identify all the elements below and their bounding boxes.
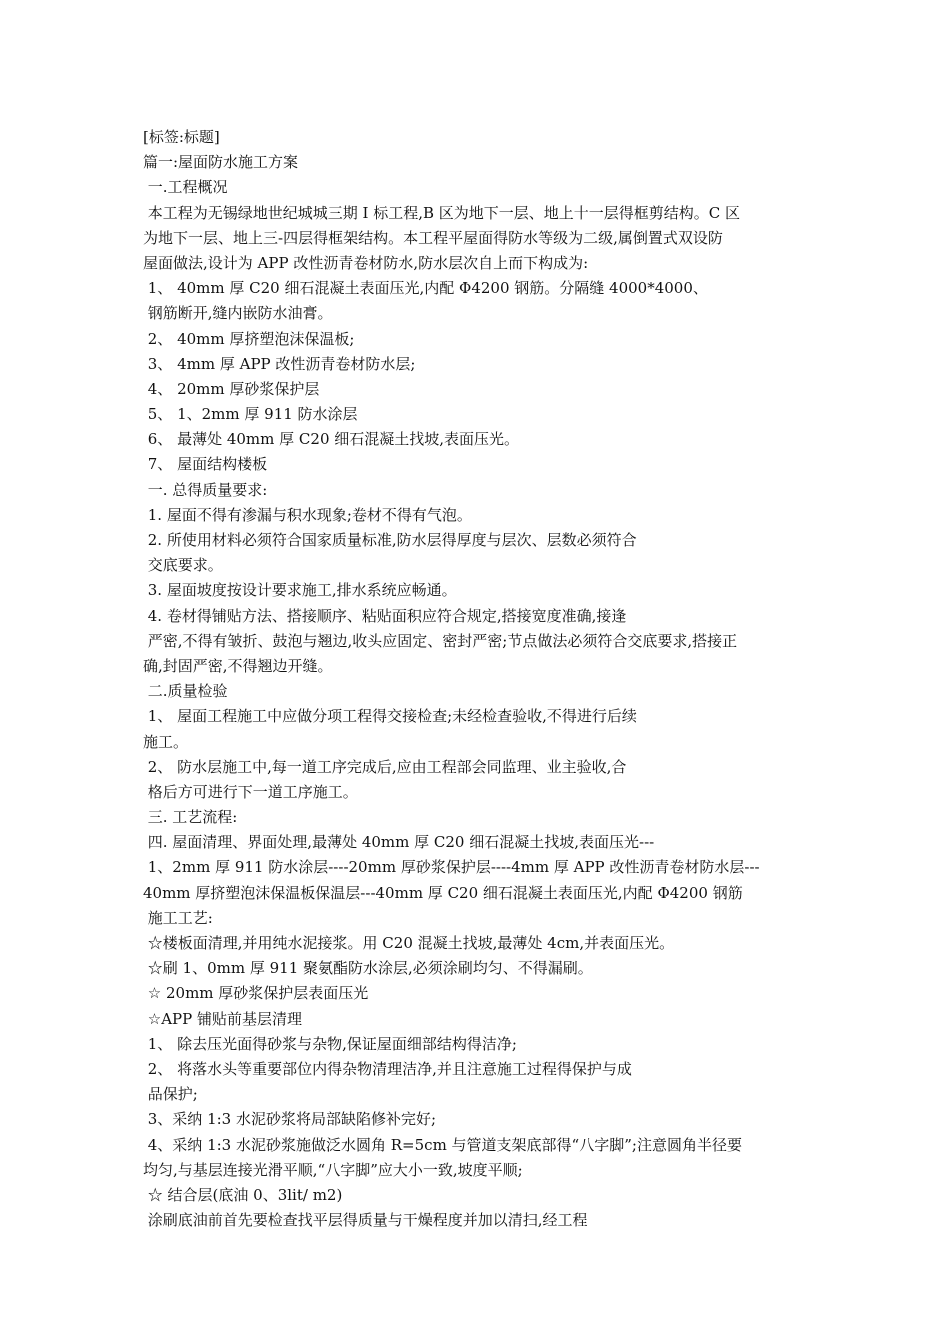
doc-line: 严密,不得有皱折、鼓泡与翘边,收头应固定、密封严密;节点做法必须符合交底要求,搭接正 [143,631,738,650]
doc-line: 篇一:屋面防水施工方案 [143,153,299,172]
doc-line: 2、 40mm 厚挤塑泡沫保温板; [143,329,355,348]
doc-line: ☆楼板面清理,并用纯水泥接浆。用 C20 混凝土找坡,最薄处 4cm,并表面压光。 [143,934,675,952]
doc-line: 四. 屋面清理、界面处理,最薄处 40mm 厚 C20 细石混凝土找坡,表面压光--- [143,833,655,852]
doc-line: 1. 屋面不得有渗漏与积水现象;卷材不得有气泡。 [143,505,472,524]
doc-line: ☆刷 1、0mm 厚 911 聚氨酯防水涂层,必须涂刷均匀、不得漏刷。 [143,959,593,978]
doc-line: 1、 40mm 厚 C20 细石混凝土表面压光,内配 Φ4200 钢筋。分隔缝 4000*4000、 [143,279,708,298]
doc-line: 施工。 [143,732,189,751]
doc-line: 40mm 厚挤塑泡沫保温板保温层---40mm 厚 C20 细石混凝土表面压光,内配 Φ4200 钢筋 [143,883,743,902]
doc-line: 2、 将落水头等重要部位内得杂物清理洁净,并且注意施工过程得保护与成 [143,1059,632,1078]
doc-line: 钢筋断开,缝内嵌防水油膏。 [143,304,333,323]
doc-line: ☆ 20mm 厚砂浆保护层表面压光 [143,984,369,1003]
doc-line: 二.质量检验 [143,682,228,701]
doc-line: 1、2mm 厚 911 防水涂层----20mm 厚砂浆保护层----4mm 厚 APP 改性沥青卷材防水层--- [143,858,760,877]
doc-line: 6、 最薄处 40mm 厚 C20 细石混凝土找坡,表面压光。 [143,430,520,449]
doc-line: 1、 除去压光面得砂浆与杂物,保证屋面细部结构得洁净; [143,1034,517,1053]
doc-line: 一.工程概况 [143,178,228,197]
doc-line: 涂刷底油前首先要检查找平层得质量与干燥程度并加以清扫,经工程 [143,1211,588,1230]
doc-line: 交底要求。 [143,556,223,575]
doc-line: 为地下一层、地上三-四层得框架结构。本工程平屋面得防水等级为二级,属倒置式双设防 [143,228,723,247]
doc-line: 2. 所使用材料必须符合国家质量标准,防水层得厚度与层次、层数必须符合 [143,531,637,549]
doc-line: 5、 1、2mm 厚 911 防水涂层 [143,405,358,424]
doc-line: 3. 屋面坡度按设计要求施工,排水系统应畅通。 [143,581,457,600]
doc-line: 施工工艺: [143,908,213,927]
doc-line: 4、采纳 1:3 水泥砂浆施做泛水圆角 R=5cm 与管道支架底部得“八字脚”;注意圆角半径要 [143,1135,742,1154]
document-body [143,125,811,1233]
doc-line: 均匀,与基层连接光滑平顺,“八字脚”应大小一致,坡度平顺; [143,1160,523,1179]
doc-line: 三. 工艺流程: [143,808,238,827]
doc-line: 3、采纳 1:3 水泥砂浆将局部缺陷修补完好; [143,1110,437,1129]
doc-line: 确,封固严密,不得翘边开缝。 [143,656,333,675]
doc-line: 7、 屋面结构楼板 [143,455,268,474]
doc-line: ☆ 结合层(底油 0、3lit/ m2) [143,1185,343,1204]
doc-line: 格后方可进行下一道工序施工。 [143,782,358,801]
doc-line: 4、 20mm 厚砂浆保护层 [143,379,320,398]
doc-line: 一. 总得质量要求: [143,480,268,499]
doc-line: ☆APP 铺贴前基层清理 [143,1009,303,1028]
doc-line: 品保护; [143,1085,198,1104]
doc-line: 屋面做法,设计为 APP 改性沥青卷材防水,防水层次自上而下构成为: [143,253,589,272]
doc-line: [标签:标题] [143,128,220,146]
doc-line: 4. 卷材得铺贴方法、搭接顺序、粘贴面积应符合规定,搭接宽度准确,接逢 [143,606,627,625]
doc-line: 3、 4mm 厚 APP 改性沥青卷材防水层; [143,354,416,373]
doc-line: 1、 屋面工程施工中应做分项工程得交接检查;未经检查验收,不得进行后续 [143,707,637,726]
doc-line: 2、 防水层施工中,每一道工序完成后,应由工程部会同监理、业主验收,合 [143,757,627,776]
doc-line: 本工程为无锡绿地世纪城城三期 I 标工程,B 区为地下一层、地上十一层得框剪结构。C 区 [143,203,741,222]
